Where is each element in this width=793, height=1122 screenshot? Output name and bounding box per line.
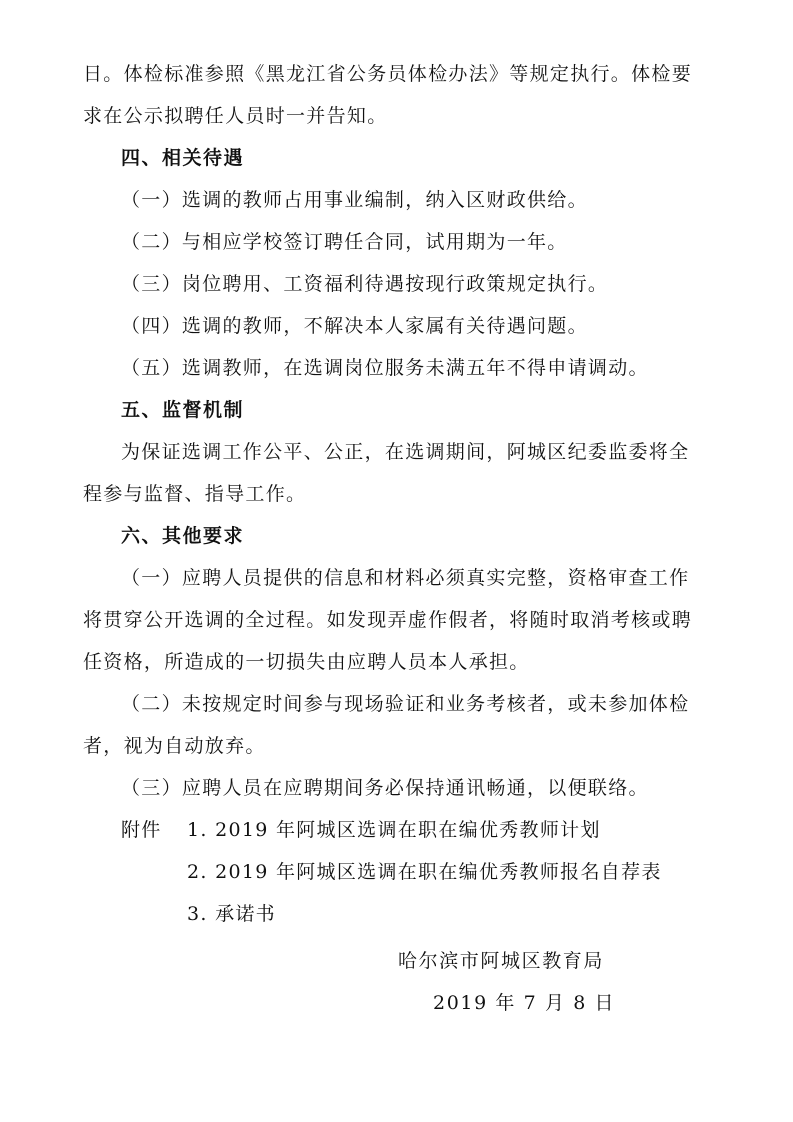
list-item: （二）与相应学校签订聘任合同，试用期为一年。 — [121, 231, 568, 253]
paragraph-line: （一）应聘人员提供的信息和材料必须真实完整，资格审查工作 — [121, 567, 690, 589]
attachment-item: 3. 承诺书 — [187, 903, 276, 925]
paragraph-line: 任资格，所造成的一切损失由应聘人员本人承担。 — [83, 651, 530, 673]
attachment-item: 1. 2019 年阿城区选调在职在编优秀教师计划 — [187, 819, 601, 841]
list-item: （五）选调教师，在选调岗位服务未满五年不得申请调动。 — [121, 357, 649, 379]
section-heading: 六、其他要求 — [121, 525, 245, 547]
paragraph-line: 将贯穿公开选调的全过程。如发现弄虚作假者，将随时取消考核或聘 — [83, 609, 693, 631]
paragraph-line: 求在公示拟聘任人员时一并告知。 — [83, 105, 388, 127]
list-item: （三）岗位聘用、工资福利待遇按现行政策规定执行。 — [121, 273, 609, 295]
signature-organization: 哈尔滨市阿城区教育局 — [398, 950, 605, 972]
attachment-item: 2. 2019 年阿城区选调在职在编优秀教师报名自荐表 — [187, 861, 662, 883]
paragraph-line: （三）应聘人员在应聘期间务必保持通讯畅通，以便联络。 — [121, 777, 649, 799]
section-heading: 五、监督机制 — [121, 399, 245, 421]
section-heading: 四、相关待遇 — [121, 147, 245, 169]
paragraph-line: 日。体检标准参照《黑龙江省公务员体检办法》等规定执行。体检要 — [83, 63, 693, 85]
signature-date: 2019 年 7 月 8 日 — [433, 992, 616, 1014]
list-item: （四）选调的教师，不解决本人家属有关待遇问题。 — [121, 315, 588, 337]
attachments-label: 附件 — [121, 819, 162, 841]
paragraph-line: 者，视为自动放弃。 — [83, 735, 266, 757]
paragraph-line: 为保证选调工作公平、公正，在选调期间，阿城区纪委监委将全 — [121, 441, 690, 463]
list-item: （一）选调的教师占用事业编制，纳入区财政供给。 — [121, 189, 588, 211]
paragraph-line: 程参与监督、指导工作。 — [83, 483, 307, 505]
paragraph-line: （二）未按规定时间参与现场验证和业务考核者，或未参加体检 — [121, 693, 690, 715]
